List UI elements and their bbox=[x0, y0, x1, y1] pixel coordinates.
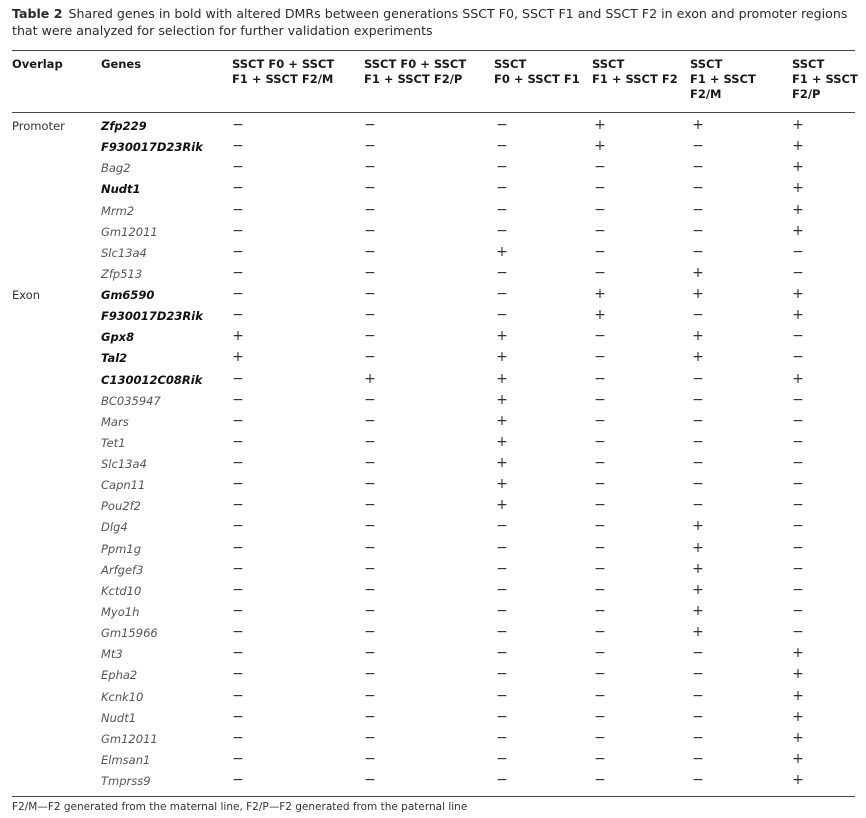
value-cell: − bbox=[232, 581, 244, 598]
table-row bbox=[0, 687, 866, 711]
header-f1-f2m: SSCT F1 + SSCT F2/M bbox=[690, 57, 756, 101]
value-cell: − bbox=[594, 729, 606, 746]
value-cell: − bbox=[692, 497, 704, 514]
value-cell: − bbox=[232, 666, 244, 683]
value-cell: − bbox=[364, 264, 376, 281]
value-cell: + bbox=[496, 455, 508, 472]
value-cell: − bbox=[594, 476, 606, 493]
value-cell: − bbox=[594, 370, 606, 387]
gene-cell: Ppm1g bbox=[101, 541, 142, 556]
value-cell: − bbox=[496, 772, 508, 789]
value-cell: − bbox=[496, 222, 508, 239]
value-cell: − bbox=[364, 772, 376, 789]
value-cell: − bbox=[792, 476, 804, 493]
table-row bbox=[0, 222, 866, 246]
value-cell: − bbox=[364, 602, 376, 619]
value-cell: − bbox=[496, 307, 508, 324]
gene-cell: Gm6590 bbox=[101, 288, 155, 303]
table-bottom-rule bbox=[12, 796, 855, 797]
value-cell: − bbox=[594, 687, 606, 704]
value-cell: − bbox=[692, 750, 704, 767]
table-row bbox=[0, 602, 866, 626]
value-cell: − bbox=[364, 750, 376, 767]
value-cell: − bbox=[232, 138, 244, 155]
header-f0-f1-f2p: SSCT F0 + SSCT F1 + SSCT F2/P bbox=[364, 57, 467, 86]
gene-cell: Nudt1 bbox=[101, 710, 137, 725]
value-cell: − bbox=[792, 497, 804, 514]
table-row bbox=[0, 119, 866, 140]
value-cell: − bbox=[792, 602, 804, 619]
gene-cell: Gm12011 bbox=[101, 731, 158, 746]
value-cell: + bbox=[692, 624, 704, 641]
value-cell: − bbox=[232, 222, 244, 239]
table-row bbox=[0, 309, 866, 330]
table-row bbox=[0, 370, 866, 394]
value-cell: − bbox=[232, 476, 244, 493]
table-row bbox=[0, 243, 866, 267]
value-cell: + bbox=[692, 264, 704, 281]
value-cell: + bbox=[496, 370, 508, 387]
gene-cell: F930017D23Rik bbox=[101, 309, 203, 324]
value-cell: − bbox=[364, 476, 376, 493]
value-cell: − bbox=[232, 264, 244, 281]
gene-cell: Arfgef3 bbox=[101, 562, 144, 577]
value-cell: − bbox=[232, 687, 244, 704]
table-row bbox=[0, 457, 866, 478]
value-cell: + bbox=[594, 307, 606, 324]
gene-cell: Mars bbox=[101, 414, 129, 429]
gene-cell: Mt3 bbox=[101, 647, 123, 662]
value-cell: − bbox=[594, 772, 606, 789]
table-row bbox=[0, 750, 866, 774]
gene-cell: Zfp513 bbox=[101, 266, 143, 281]
value-cell: − bbox=[692, 412, 704, 429]
value-cell: + bbox=[496, 243, 508, 260]
value-cell: − bbox=[594, 201, 606, 218]
value-cell: − bbox=[496, 201, 508, 218]
table-footnote: F2/M—F2 generated from the maternal line, F2/P—F2 generated from the paternal line bbox=[12, 801, 468, 813]
gene-cell: Tet1 bbox=[101, 435, 126, 450]
value-cell: + bbox=[496, 391, 508, 408]
value-cell: − bbox=[792, 560, 804, 577]
value-cell: − bbox=[692, 729, 704, 746]
value-cell: − bbox=[364, 729, 376, 746]
value-cell: − bbox=[496, 624, 508, 641]
value-cell: + bbox=[496, 412, 508, 429]
value-cell: − bbox=[792, 349, 804, 366]
value-cell: − bbox=[692, 243, 704, 260]
table-row bbox=[0, 201, 866, 225]
gene-cell: Kctd10 bbox=[101, 583, 142, 598]
value-cell: + bbox=[364, 370, 376, 387]
value-cell: − bbox=[232, 602, 244, 619]
value-cell: − bbox=[232, 497, 244, 514]
value-cell: − bbox=[594, 602, 606, 619]
value-cell: − bbox=[594, 264, 606, 281]
value-cell: − bbox=[692, 222, 704, 239]
value-cell: − bbox=[594, 624, 606, 641]
table-row bbox=[0, 647, 866, 668]
value-cell: − bbox=[496, 180, 508, 197]
value-cell: − bbox=[364, 708, 376, 725]
value-cell: − bbox=[364, 560, 376, 577]
value-cell: + bbox=[692, 560, 704, 577]
value-cell: + bbox=[792, 159, 804, 176]
value-cell: − bbox=[692, 476, 704, 493]
value-cell: − bbox=[594, 560, 606, 577]
value-cell: − bbox=[364, 138, 376, 155]
value-cell: − bbox=[594, 433, 606, 450]
value-cell: − bbox=[364, 624, 376, 641]
table-row bbox=[0, 412, 866, 436]
table-row bbox=[0, 288, 866, 309]
header-genes: Genes bbox=[101, 57, 142, 71]
gene-cell: Pou2f2 bbox=[101, 499, 141, 514]
table-row bbox=[0, 520, 866, 541]
value-cell: − bbox=[594, 518, 606, 535]
value-cell: − bbox=[594, 222, 606, 239]
value-cell: − bbox=[364, 455, 376, 472]
table-caption bbox=[12, 6, 858, 39]
gene-cell: Myo1h bbox=[101, 604, 140, 619]
value-cell: − bbox=[496, 264, 508, 281]
value-cell: − bbox=[594, 455, 606, 472]
value-cell: − bbox=[692, 772, 704, 789]
gene-cell: Gpx8 bbox=[101, 330, 135, 345]
value-cell: − bbox=[232, 307, 244, 324]
value-cell: − bbox=[496, 666, 508, 683]
header-f0-f1: SSCT F0 + SSCT F1 bbox=[494, 57, 580, 86]
value-cell: − bbox=[692, 201, 704, 218]
gene-cell: Tal2 bbox=[101, 351, 128, 366]
value-cell: − bbox=[692, 138, 704, 155]
value-cell: + bbox=[692, 286, 704, 303]
value-cell: − bbox=[232, 708, 244, 725]
value-cell: − bbox=[364, 539, 376, 556]
value-cell: − bbox=[792, 328, 804, 345]
value-cell: − bbox=[364, 391, 376, 408]
value-cell: − bbox=[594, 497, 606, 514]
table-row bbox=[0, 478, 866, 499]
value-cell: − bbox=[232, 518, 244, 535]
value-cell: − bbox=[692, 370, 704, 387]
value-cell: − bbox=[364, 159, 376, 176]
value-cell: − bbox=[594, 159, 606, 176]
value-cell: − bbox=[692, 687, 704, 704]
value-cell: − bbox=[364, 243, 376, 260]
value-cell: − bbox=[232, 455, 244, 472]
table-row bbox=[0, 433, 866, 457]
table-row bbox=[0, 351, 866, 372]
table-row bbox=[0, 626, 866, 647]
value-cell: − bbox=[496, 602, 508, 619]
value-cell: + bbox=[692, 518, 704, 535]
value-cell: − bbox=[232, 117, 244, 133]
value-cell: + bbox=[792, 750, 804, 767]
value-cell: − bbox=[496, 560, 508, 577]
value-cell: − bbox=[232, 539, 244, 556]
value-cell: − bbox=[792, 243, 804, 260]
value-cell: − bbox=[594, 391, 606, 408]
value-cell: + bbox=[792, 286, 804, 303]
value-cell: − bbox=[692, 666, 704, 683]
value-cell: + bbox=[496, 476, 508, 493]
value-cell: − bbox=[692, 708, 704, 725]
value-cell: + bbox=[792, 201, 804, 218]
value-cell: − bbox=[692, 455, 704, 472]
value-cell: + bbox=[496, 497, 508, 514]
gene-cell: Tmprss9 bbox=[101, 774, 151, 789]
value-cell: + bbox=[692, 581, 704, 598]
value-cell: + bbox=[692, 539, 704, 556]
table-row bbox=[0, 264, 866, 288]
value-cell: + bbox=[792, 117, 804, 133]
table-row bbox=[0, 668, 866, 689]
value-cell: + bbox=[594, 138, 606, 155]
gene-cell: Elmsan1 bbox=[101, 752, 151, 767]
value-cell: − bbox=[364, 687, 376, 704]
gene-cell: Slc13a4 bbox=[101, 245, 147, 260]
value-cell: − bbox=[792, 539, 804, 556]
value-cell: − bbox=[692, 391, 704, 408]
value-cell: − bbox=[496, 518, 508, 535]
value-cell: − bbox=[496, 286, 508, 303]
value-cell: − bbox=[496, 729, 508, 746]
value-cell: + bbox=[792, 370, 804, 387]
value-cell: − bbox=[594, 581, 606, 598]
value-cell: − bbox=[364, 307, 376, 324]
value-cell: − bbox=[692, 180, 704, 197]
value-cell: − bbox=[232, 180, 244, 197]
value-cell: − bbox=[232, 645, 244, 662]
value-cell: − bbox=[232, 243, 244, 260]
value-cell: − bbox=[232, 624, 244, 641]
value-cell: − bbox=[232, 729, 244, 746]
value-cell: − bbox=[232, 391, 244, 408]
table-row bbox=[0, 774, 866, 795]
value-cell: + bbox=[496, 328, 508, 345]
value-cell: − bbox=[364, 666, 376, 683]
gene-cell: Epha2 bbox=[101, 668, 138, 683]
gene-cell: BC035947 bbox=[101, 393, 161, 408]
table-row bbox=[0, 391, 866, 415]
value-cell: − bbox=[232, 286, 244, 303]
value-cell: + bbox=[792, 729, 804, 746]
caption-text: Shared genes in bold with altered DMRs between generations SSCT F0, SSCT F1 and SSCT F2 in exon and promoter regions that were analyzed for selection for further validation experiments bbox=[12, 6, 848, 38]
value-cell: − bbox=[232, 412, 244, 429]
value-cell: + bbox=[792, 708, 804, 725]
value-cell: − bbox=[364, 581, 376, 598]
value-cell: − bbox=[232, 370, 244, 387]
value-cell: − bbox=[692, 307, 704, 324]
table-top-rule bbox=[12, 50, 855, 51]
table-label: Table 2 bbox=[12, 6, 63, 21]
value-cell: − bbox=[792, 455, 804, 472]
value-cell: − bbox=[594, 750, 606, 767]
gene-cell: Capn11 bbox=[101, 478, 146, 493]
gene-cell: Gm12011 bbox=[101, 224, 158, 239]
value-cell: − bbox=[232, 560, 244, 577]
value-cell: + bbox=[232, 349, 244, 366]
table-row bbox=[0, 581, 866, 605]
gene-cell: Mrm2 bbox=[101, 203, 135, 218]
header-f0-f1-f2m: SSCT F0 + SSCT F1 + SSCT F2/M bbox=[232, 57, 335, 86]
gene-cell: Zfp229 bbox=[101, 119, 147, 133]
value-cell: − bbox=[594, 539, 606, 556]
value-cell: + bbox=[496, 349, 508, 366]
value-cell: − bbox=[364, 117, 376, 133]
value-cell: + bbox=[792, 307, 804, 324]
value-cell: − bbox=[594, 180, 606, 197]
value-cell: − bbox=[496, 750, 508, 767]
value-cell: − bbox=[792, 518, 804, 535]
value-cell: − bbox=[232, 772, 244, 789]
value-cell: + bbox=[496, 433, 508, 450]
value-cell: − bbox=[364, 286, 376, 303]
value-cell: + bbox=[594, 117, 606, 133]
value-cell: − bbox=[792, 433, 804, 450]
value-cell: − bbox=[496, 117, 508, 133]
value-cell: − bbox=[232, 159, 244, 176]
gene-cell: Dlg4 bbox=[101, 520, 128, 535]
value-cell: − bbox=[496, 581, 508, 598]
value-cell: − bbox=[364, 645, 376, 662]
value-cell: − bbox=[792, 624, 804, 641]
value-cell: − bbox=[364, 518, 376, 535]
value-cell: − bbox=[364, 180, 376, 197]
header-rule bbox=[12, 112, 855, 113]
table-row bbox=[0, 182, 866, 203]
value-cell: + bbox=[792, 687, 804, 704]
gene-cell: Gm15966 bbox=[101, 626, 158, 641]
table-row bbox=[0, 539, 866, 563]
value-cell: − bbox=[692, 645, 704, 662]
table-row bbox=[0, 161, 866, 182]
value-cell: − bbox=[232, 750, 244, 767]
value-cell: − bbox=[792, 412, 804, 429]
value-cell: − bbox=[232, 201, 244, 218]
value-cell: − bbox=[692, 159, 704, 176]
value-cell: − bbox=[594, 243, 606, 260]
table-row bbox=[0, 560, 866, 584]
value-cell: + bbox=[232, 328, 244, 345]
value-cell: − bbox=[364, 222, 376, 239]
value-cell: − bbox=[364, 497, 376, 514]
value-cell: − bbox=[364, 201, 376, 218]
overlap-cell: Promoter bbox=[12, 119, 65, 133]
gene-cell: Slc13a4 bbox=[101, 457, 147, 472]
value-cell: + bbox=[792, 180, 804, 197]
value-cell: − bbox=[792, 581, 804, 598]
value-cell: − bbox=[496, 539, 508, 556]
value-cell: − bbox=[496, 645, 508, 662]
header-f1-f2: SSCT F1 + SSCT F2 bbox=[592, 57, 678, 86]
value-cell: − bbox=[496, 159, 508, 176]
value-cell: − bbox=[594, 328, 606, 345]
header-overlap: Overlap bbox=[12, 57, 63, 71]
value-cell: + bbox=[692, 602, 704, 619]
value-cell: − bbox=[692, 433, 704, 450]
value-cell: − bbox=[364, 433, 376, 450]
gene-cell: C130012C08Rik bbox=[101, 372, 203, 387]
table-row bbox=[0, 140, 866, 161]
value-cell: − bbox=[364, 349, 376, 366]
overlap-cell: Exon bbox=[12, 288, 41, 303]
header-f1-f2p: SSCT F1 + SSCT F2/P bbox=[792, 57, 858, 101]
table-row bbox=[0, 499, 866, 520]
table-row bbox=[0, 330, 866, 351]
value-cell: + bbox=[792, 666, 804, 683]
value-cell: + bbox=[692, 117, 704, 133]
value-cell: − bbox=[594, 412, 606, 429]
value-cell: − bbox=[594, 708, 606, 725]
value-cell: + bbox=[594, 286, 606, 303]
value-cell: − bbox=[364, 412, 376, 429]
table-row bbox=[0, 729, 866, 753]
value-cell: − bbox=[496, 138, 508, 155]
gene-cell: Bag2 bbox=[101, 161, 131, 176]
value-cell: + bbox=[792, 772, 804, 789]
value-cell: − bbox=[364, 328, 376, 345]
value-cell: − bbox=[594, 666, 606, 683]
value-cell: − bbox=[594, 349, 606, 366]
value-cell: − bbox=[496, 687, 508, 704]
gene-cell: Nudt1 bbox=[101, 182, 141, 197]
value-cell: + bbox=[692, 349, 704, 366]
value-cell: + bbox=[692, 328, 704, 345]
value-cell: − bbox=[594, 645, 606, 662]
value-cell: + bbox=[792, 222, 804, 239]
value-cell: − bbox=[792, 391, 804, 408]
gene-cell: Kcnk10 bbox=[101, 689, 144, 704]
value-cell: + bbox=[792, 138, 804, 155]
gene-cell: F930017D23Rik bbox=[101, 140, 203, 155]
table-row bbox=[0, 708, 866, 732]
value-cell: − bbox=[792, 264, 804, 281]
value-cell: − bbox=[496, 708, 508, 725]
value-cell: + bbox=[792, 645, 804, 662]
value-cell: − bbox=[232, 433, 244, 450]
